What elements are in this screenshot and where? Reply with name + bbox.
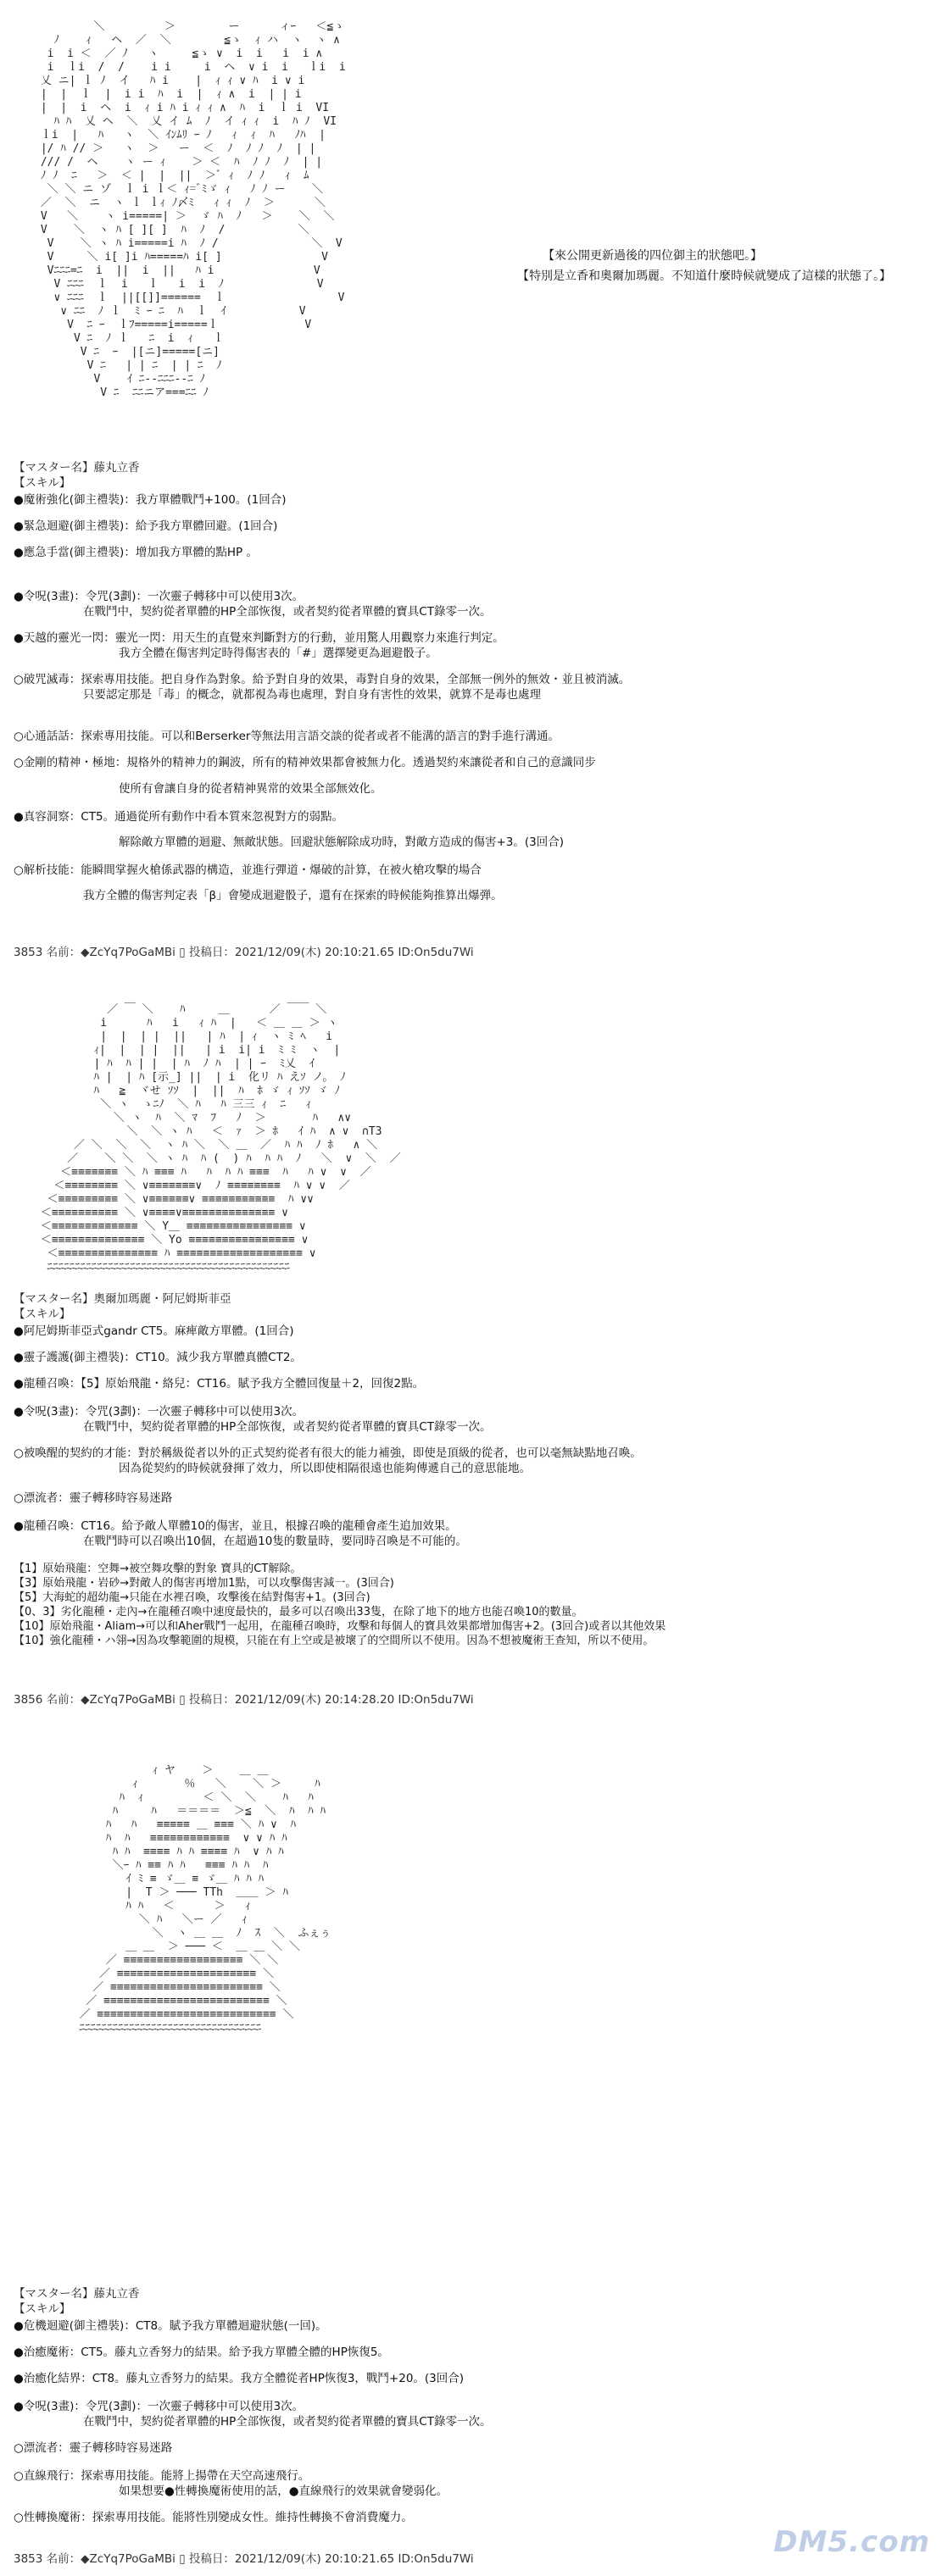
skill-line: ●治癒魔術：CT5。藤丸立香努力的結果。給予我方單體全體的HP恢復5。 bbox=[14, 2346, 389, 2359]
skill-header-1: 【スキル】 bbox=[14, 476, 71, 490]
skill-line: ○解析技能：能瞬間掌握火槍係武器的構造，並進行彈道・爆破的計算，在被火槍攻擊的場合 bbox=[14, 863, 482, 877]
ascii-art-3: ｨ ヤ ＞ ＿ ＿ ｨ ％ ＼ ＼ ＞ ﾊ ﾊ ｨ ＜ ＼ ＼ ﾊ ﾊ ﾊ ﾊ ＝＝＝＝ ＞≦ ＼ ﾊ ﾊ ﾊ ﾊ ﾊ ≡≡≡≡≡ ＿ ≡≡≡ ＼ ﾊ ∨ ﾊ ﾊ ﾊ ≡≡≡≡≡≡≡≡≡≡≡≡ ∨ ∨ ﾊ ﾊ ﾊ ﾊ ≡≡≡≡ ﾊ ﾊ ≡≡≡≡ ﾊ ∨ ﾊ ﾊ ＼ｰ ﾊ ≡≡ ﾊ ﾊ ≡≡≡ ﾊ ﾊ ﾊ ｲ ﾐ ≡ ゞ＿ ≡ ゞ＿ ﾊ ﾊ ﾊ | T ＞ ─── TTh ＿＿ ＞ ﾊ ﾊ ﾊ ＜ ＞ ｨ ＼ ﾊ ＼ー ／ ｨ ＼ ヽ ＿ ＿ ﾉ ｽ ＼ ふぇぅ ＿ ＿ ＞ ─── ＜ ＿ ＿ ＼ ＼ ／ ≡≡≡≡≡≡≡≡≡≡≡≡≡≡≡≡≡≡ ＼ ＼ ／ ≡≡≡≡≡≡≡≡≡≡≡≡≡≡≡≡≡≡≡≡≡ ＼ ／ ≡≡≡≡≡≡≡≡≡≡≡≡≡≡≡≡≡≡≡≡≡≡≡ ＼ ／ ≡≡≡≡≡≡≡≡≡≡≡≡≡≡≡≡≡≡≡≡≡≡≡≡≡ ＼ ／ ≡≡≡≡≡≡≡≡≡≡≡≡≡≡≡≡≡≡≡≡≡≡≡≡≡≡≡ ＼ ﾆﾆﾆﾆﾆﾆﾆﾆﾆﾆﾆﾆﾆﾆﾆﾆﾆﾆﾆﾆﾆﾆﾆﾆﾆﾆﾆﾆﾆﾆﾆﾆﾆ bbox=[79, 1764, 331, 2035]
skill-line: ○性轉換魔術：探索專用技能。能將性別變成女性。維持性轉換不會消費魔力。 bbox=[14, 2511, 413, 2524]
skill-line: ●治癒化結界：CT8。藤丸立香努力的結果。我方全體從者HP恢復3，戰鬥+20。(3回合) bbox=[14, 2372, 465, 2385]
skill-line: ○漂流者：靈子轉移時容易迷路 bbox=[14, 1491, 173, 1505]
dragon-line: 【5】大海蛇的超幼龍→只能在水裡召喚，攻擊後在結對傷害+1。(3回合) bbox=[14, 1591, 370, 1604]
skill-line: ●令呪(3畫)：令咒(3劃)：一次靈子轉移中可以使用3次。 bbox=[14, 590, 304, 603]
speech-line-2: 【特別是立香和奧爾加瑪麗。不知道什麼時候就變成了這樣的狀態了。】 bbox=[517, 269, 891, 283]
ascii-art-1: ＼ ＞ ー ィｰ ＜≦ゝ ﾉ ｨ ヘ ／ ＼ ≦ゝ ｨ ハ ヽ ヽ ∧ i i ＜ ／ ﾉ ヽ ≦ゝ ∨ i i i i ∧ i ｌi / / i i i ヘ ∨ i i ｌi i 乂 ニ| ｌ ﾉ イ ﾊ i | ｨ ｨ ∨ ﾊ i ∨ i | | ｌ | i i ﾊ i | ｨ ∧ i | | i | | i ヘ i ｨ i ﾊ i ｨ ｨ ∧ ﾊ i ｌ i VI ﾊ ﾊ 乂 ヘ ＼ 乂 イ ﾑ ﾉ イ ｨ ｨ i ﾊ ﾉ VI ｌi | ﾊ ヽ ＼ ｲﾝﾑﾘ ｰ ﾉ ｨ ｨ ﾊ ﾉﾊ | |/ ﾊ // ＞ ヽ ＞ ー ＜ ﾉ ﾉ ﾉ ﾉ | | /// / ヘ ヽ ー ｨ ＞ ＜ ﾊ ﾉ ﾉ ﾉ | | ﾉ ﾉ ﾆ ＞ ＜ | | || ＞ﾞ ｨ ﾉ ﾉ ｨ ﾑ ＼ ＼ ニ ゾ ｌ i ｌ＜ ｨ=ﾞﾐゞ ｨ ﾉ ﾉ ー ＼ ／ ＼ ニ ヽ ｌ ｌｨ ﾉ〆ﾐ ｨ ｨ ﾉ ＞ ＼ V ＼ ヽ i=====| ＞ ゞ ﾊ ﾉ ＞ ＼ ＼ V ＼ ヽ ﾊ [ ][ ] ﾊ ﾉ / ＼ V ＼ ヽ ﾊ i=====i ﾊ ﾉ / ＼ V V ＼ i[ ]i ﾊ=====ﾊ i[ ] V Vﾆﾆﾆ=ﾆ i || i || ﾊ i V V ﾆﾆﾆ ｌ i ｌ i i ﾉ V ∨ ﾆﾆﾆ ｌ ||[[]]====== ｌ V ∨ ﾆﾆ ﾉ ｌ ﾐ ｰ ﾆ ﾊ ｌ ｲ V V ﾆ ｰ ｌﾌ=====i=====ｌ V V ﾆ ﾉ ｌ ﾆ i ｨ ｌ V ﾆ ｰ |[ニ]=====[ニ] V ﾆ | | ﾆ | | ﾆ ﾉ V ｲ ﾆ--ﾆﾆﾆ--ﾆ ﾉ V ﾆ ﾆﾆニア===ﾆﾆ ﾉ bbox=[40, 20, 346, 399]
skill-line: ●危機迴避(御主禮裝)：CT8。賦予我方單體迴避狀態(一回)。 bbox=[14, 2319, 327, 2333]
skill-line: ●應急手當(御主禮裝)：增加我方單體的點HP 。 bbox=[14, 546, 258, 559]
master-name-1: 【マスター名】藤丸立香 bbox=[14, 461, 140, 475]
skill-detail: 因為從契約的時候就發揮了效力，所以即使相隔很遠也能夠傳遞自己的意思能地。 bbox=[119, 1462, 531, 1475]
dragon-line: 【10】原始飛龍・Aliam→可以和Aher戰鬥一起用，在龍種召喚時，攻擊和每個人的寶具效果都增加傷害+2。(3回合)或者以其他效果 bbox=[14, 1620, 666, 1633]
skill-header-2: 【スキル】 bbox=[14, 1307, 71, 1321]
skill-detail: 解除敵方單體的迴避、無敵狀態。回避狀態解除成功時，對敵方造成的傷害+3。(3回合) bbox=[119, 836, 565, 849]
skill-line: ●天越的靈光一閃：靈光一閃：用天生的直覺來判斷對方的行動，並用驚人用觀察力來進行判定。 bbox=[14, 631, 504, 645]
master-name-3: 【マスター名】藤丸立香 bbox=[14, 2287, 140, 2301]
skill-detail: 使所有會讓自身的從者精神異常的效果全部無效化。 bbox=[119, 782, 382, 796]
skill-line: ●龍種召喚：【5】原始飛龍・絡兒：CT16。賦予我方全體回復量＋2，回復2點。 bbox=[14, 1377, 425, 1391]
master-name-2: 【マスター名】奧爾加瑪麗・阿尼姆斯菲亞 bbox=[14, 1292, 231, 1306]
skill-detail: 在戰鬥中，契約從者單體的HP全部恢復，或者契約從者單體的寶具CT錄零一次。 bbox=[83, 605, 492, 619]
speech-line-1: 【來公開更新過後的四位御主的狀態吧。】 bbox=[543, 249, 762, 263]
ascii-art-2: ／ ￣ ＼ ﾊ ＿ ／ ￣￣ ＼ i ﾊ i ｨ ﾊ | ＜ ＿ ＿ ＞ ヽ | | | | || | ﾊ | ｨ ヽ ﾐ ﾍ i ｨ| | | | || | i i| i ﾐ ﾐ ヽ | | ﾊ ﾊ | | | ﾊ ﾉ ﾊ | | ｰ ﾐ乂 ｲ ﾊ | | ﾊ [示_] || | i 化リ ﾊ えｿ ノ。 ﾉ ﾊ ≧ ヾせ ｿｿ | || ﾊ ﾎ ゞ ｨ ｿｿ ゞ ﾉ ＼ ヽ ゝﾆﾉ ＼ ﾊ ﾊ 三三 ｨ ﾆ ｨ ＼ ヽ ﾊ ＼ ﾏ ﾌ ﾉ ＞ ﾊ ∧∨ ＼ ＼ ヽ ﾊ ＜ ｧ ＞ ﾎ ｲ ﾊ ∧ ∨ ∩T3 ／ ＼ ＼ ＼ ヽ ﾊ ＼ ＼ ＿ ／ ﾊ ﾊ ﾉ ﾎ ∧ ＼ ／ ＼ ＼ ＼ ヽ ﾊ ﾊ ( ) ﾊ ﾊ ﾊ ﾉ ＼ ∨ ＼ ／ ＜≡≡≡≡≡≡≡ ＼ ﾊ ≡≡≡ ﾊ ﾊ ﾊ ﾊ ≡≡≡ ﾊ ﾊ ∨ ∨ ／ ＜≡≡≡≡≡≡≡≡ ＼ ∨≡≡≡≡≡≡≡∨ ﾉ ≡≡≡≡≡≡≡≡ ﾊ ∨ ∨ ／ ＜≡≡≡≡≡≡≡≡≡ ＼ ∨≡≡≡≡≡≡∨ ≡≡≡≡≡≡≡≡≡≡≡ ﾊ ∨∨ ＜≡≡≡≡≡≡≡≡≡≡ ＼ ∨≡≡≡≡∨≡≡≡≡≡≡≡≡≡≡≡≡≡≡ ∨ ＜≡≡≡≡≡≡≡≡≡≡≡≡≡ ＼ Y＿ ≡≡≡≡≡≡≡≡≡≡≡≡≡≡≡≡ ∨ ＜≡≡≡≡≡≡≡≡≡≡≡≡≡≡ ＼ Yo ≡≡≡≡≡≡≡≡≡≡≡≡≡≡≡≡ ∨ ＜≡≡≡≡≡≡≡≡≡≡≡≡≡≡≡ ﾊ ≡≡≡≡≡≡≡≡≡≡≡≡≡≡≡≡≡≡≡ ∨ ﾆﾆﾆﾆﾆﾆﾆﾆﾆﾆﾆﾆﾆﾆﾆﾆﾆﾆﾆﾆﾆﾆﾆﾆﾆﾆﾆﾆﾆﾆﾆﾆﾆﾆﾆﾆﾆﾆﾆﾆﾆﾆﾆﾆ bbox=[40, 1003, 401, 1274]
post-header-1: 3853 名前：◆ZcYq7PoGaMBi ▯ 投稿日：2021/12/09(木) 20:10:21.65 ID:On5du7Wi bbox=[14, 946, 474, 959]
skill-detail: 我方全體的傷害判定表「β」會變成迴避骰子，還有在探索的時候能夠推算出爆弾。 bbox=[83, 889, 503, 902]
skill-line: ●令呪(3畫)：令咒(3劃)：一次靈子轉移中可以使用3次。 bbox=[14, 1405, 304, 1418]
skill-detail: 只要認定那是「毒」的概念，就都視為毒也處理，對自身有害性的效果，就算不是毒也處理 bbox=[83, 688, 541, 702]
skill-detail: 在戰鬥中，契約從者單體的HP全部恢復，或者契約從者單體的寶具CT錄零一次。 bbox=[83, 2415, 492, 2429]
post-header-2: 3856 名前：◆ZcYq7PoGaMBi ▯ 投稿日：2021/12/09(木) 20:14:28.20 ID:On5du7Wi bbox=[14, 1693, 474, 1707]
watermark-logo: DM5.com bbox=[773, 2525, 930, 2559]
skill-line: ●令呪(3畫)：令咒(3劃)：一次靈子轉移中可以使用3次。 bbox=[14, 2400, 304, 2413]
skill-line: ○金剛的精神・極地：規格外的精神力的鋼波，所有的精神效果都會被無力化。透過契約來讓從者和自己的意識同步 bbox=[14, 756, 596, 769]
skill-line: ●緊急迴避(御主禮裝)：給予我方單體回避。(1回合) bbox=[14, 519, 278, 533]
skill-line: ●真容洞察：CT5。通過從所有動作中看本質來忽視對方的弱點。 bbox=[14, 810, 344, 824]
skill-line: ●魔術強化(御主禮裝)：我方單體戰鬥+100。(1回合) bbox=[14, 493, 287, 507]
skill-line: ●靈子護護(御主禮裝)：CT10。減少我方單體真體CT2。 bbox=[14, 1351, 302, 1364]
skill-line: ○漂流者：靈子轉移時容易迷路 bbox=[14, 2441, 173, 2455]
skill-detail: 在戰鬥中，契約從者單體的HP全部恢復，或者契約從者單體的寶具CT錄零一次。 bbox=[83, 1420, 492, 1434]
skill-line: ○被喚醒的契約的才能：對於稱級從者以外的正式契約從者有很大的能力補強，即使是頂級的從者，也可以毫無缺點地召喚。 bbox=[14, 1446, 642, 1460]
dragon-line: 【0、3】劣化龍種・走內→在龍種召喚中速度最快的，最多可以召喚出33隻，在除了地下的地方也能召喚10的數量。 bbox=[14, 1606, 583, 1618]
skill-header-3: 【スキル】 bbox=[14, 2302, 71, 2316]
skill-detail: 在戰鬥時可以召喚出10個，在超過10隻的數量時，要同時召喚是不可能的。 bbox=[83, 1535, 467, 1548]
skill-line: ○心通話話：探索專用技能。可以和Berserker等無法用言語交談的從者或者不能溝的語言的對手進行溝通。 bbox=[14, 730, 560, 743]
skill-line: ●龍種召喚：CT16。給予敵人單體10的傷害，並且，根據召喚的龍種會產生追加效果。 bbox=[14, 1519, 457, 1533]
skill-detail: 如果想要●性轉換魔術使用的話，●直線飛行的效果就會變弱化。 bbox=[119, 2484, 448, 2498]
dragon-line: 【10】強化龍種・ハ翎→因為攻擊範圍的規模，只能在有上空或是被壞了的空間所以不使用。因為不想被魔術王查知，所以不使用。 bbox=[14, 1635, 655, 1647]
dragon-line: 【1】原始飛龍：空舞→被空舞攻擊的對象 寶具的CT解除。 bbox=[14, 1563, 302, 1575]
post-header-3: 3853 名前：◆ZcYq7PoGaMBi ▯ 投稿日：2021/12/09(木) 20:10:21.65 ID:On5du7Wi bbox=[14, 2552, 474, 2566]
skill-detail: 我方全體在傷害判定時得傷害表的「#」選擇變更為迴避骰子。 bbox=[119, 647, 437, 660]
skill-line: ●阿尼姆斯菲亞式gandr CT5。麻痺敵方單體。(1回合) bbox=[14, 1324, 294, 1338]
dragon-line: 【3】原始飛龍・岩砂→對敵人的傷害再增加1點，可以攻擊傷害減一。(3回合) bbox=[14, 1577, 394, 1590]
skill-line: ○破咒滅毒：探索專用技能。把自身作為對象。給予對自身的效果，毒對自身的效果，全部無一例外的無效・並且被消滅。 bbox=[14, 673, 631, 686]
skill-line: ○直線飛行：探索專用技能。能將上揚帶在天空高速飛行。 bbox=[14, 2469, 310, 2483]
